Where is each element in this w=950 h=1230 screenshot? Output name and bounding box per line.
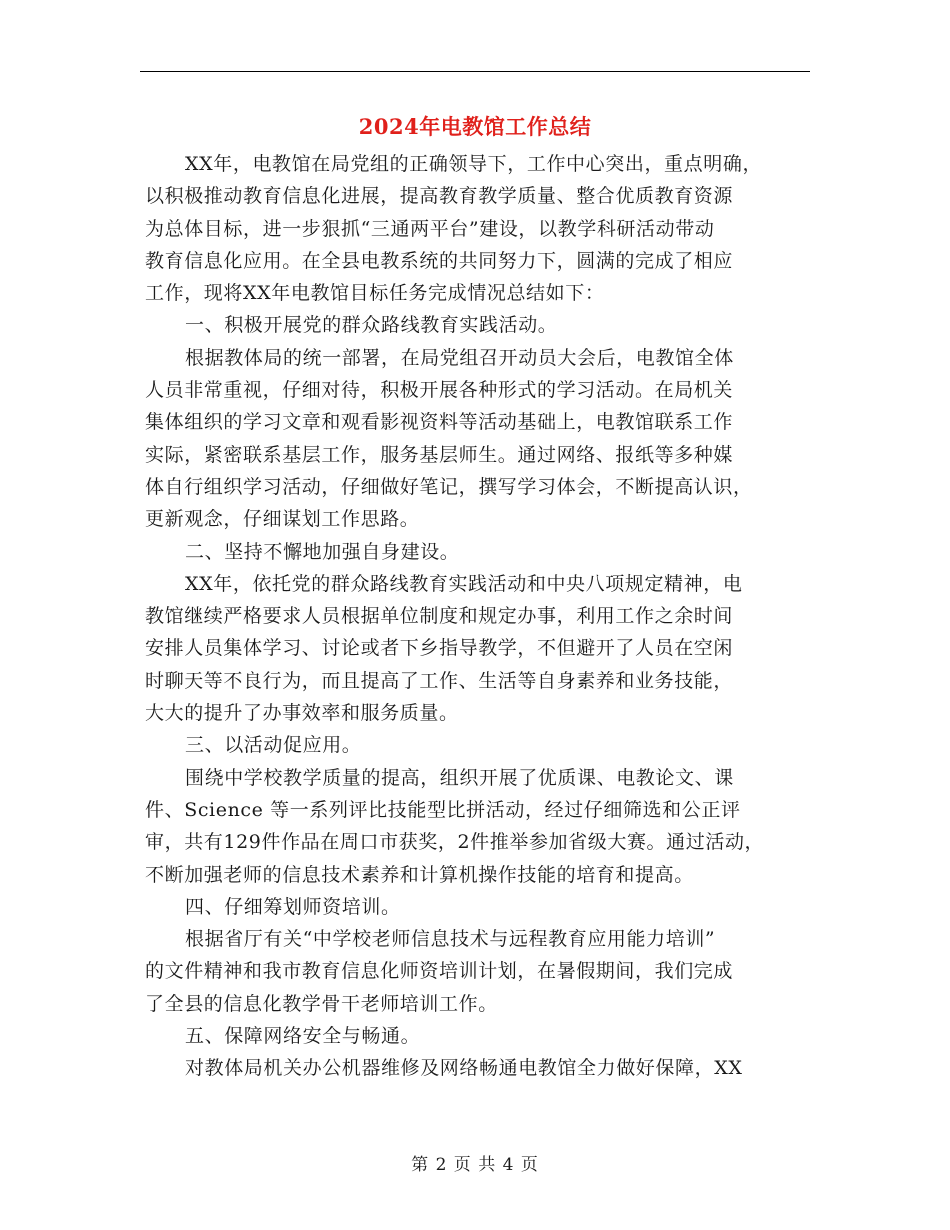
section-heading-1: 一、积极开展党的群众路线教育实践活动。	[185, 314, 558, 337]
body-line: 人员非常重视，仔细对待，积极开展各种形式的学习活动。在局机关	[145, 379, 734, 402]
body-line: 集体组织的学习文章和观看影视资料等活动基础上，电教馆联系工作	[145, 411, 734, 434]
body-line: 更新观念，仔细谋划工作思路。	[145, 508, 420, 531]
body-line: 根据省厅有关“中学校老师信息技术与远程教育应用能力培训”	[185, 928, 716, 951]
section-heading-3: 三、以活动促应用。	[185, 734, 362, 757]
body-line: 体自行组织学习活动，仔细做好笔记，撰写学习体会，不断提高认识，	[145, 475, 753, 498]
body-line: 工作，现将XX年电教馆目标任务完成情况总结如下：	[145, 282, 605, 305]
body-line: 审，共有129件作品在周口市获奖，2件推举参加省级大赛。通过活动，	[145, 831, 765, 854]
section-heading-5: 五、保障网络安全与畅通。	[185, 1025, 421, 1048]
page-number-footer: 第 2 页 共 4 页	[411, 1155, 539, 1175]
section-heading-4: 四、仔细筹划师资培训。	[185, 895, 401, 918]
body-line: XX年，电教馆在局党组的正确领导下，工作中心突出，重点明确，	[185, 153, 763, 175]
body-line: 围绕中学校教学质量的提高，组织开展了优质课、电教论文、课	[185, 766, 734, 789]
body-line: 教育信息化应用。在全县电教系统的共同努力下，圆满的完成了相应	[145, 249, 734, 272]
body-line: 实际，紧密联系基层工作，服务基层师生。通过网络、报纸等多种媒	[145, 443, 734, 466]
document-title: 2024年电教馆工作总结	[358, 114, 592, 139]
section-heading-2: 二、坚持不懈地加强自身建设。	[185, 540, 460, 563]
body-line: 件、Science 等一系列评比技能型比拼活动，经过仔细筛选和公正评	[145, 798, 741, 821]
document-body	[145, 148, 825, 1085]
body-line: 大大的提升了办事效率和服务质量。	[145, 702, 459, 725]
body-line: 时聊天等不良行为，而且提高了工作、生活等自身素养和业务技能，	[145, 669, 734, 692]
body-line: 安排人员集体学习、讨论或者下乡指导教学，不但避开了人员在空闲	[145, 637, 734, 660]
body-line: 不断加强老师的信息技术素养和计算机操作技能的培育和提高。	[145, 863, 694, 886]
body-line: 为总体目标，进一步狠抓“三通两平台”建设，以教学科研活动带动	[145, 217, 715, 240]
body-line: 以积极推动教育信息化进展，提高教育教学质量、整合优质教育资源	[145, 185, 734, 208]
body-line: 了全县的信息化教学骨干老师培训工作。	[145, 992, 498, 1015]
header-rule	[140, 71, 810, 72]
body-line: 教馆继续严格要求人员根据单位制度和规定办事，利用工作之余时间	[145, 605, 734, 628]
body-line: 对教体局机关办公机器维修及网络畅通电教馆全力做好保障，XX	[185, 1057, 743, 1080]
body-line: 的文件精神和我市教育信息化师资培训计划，在暑假期间，我们完成	[145, 960, 734, 983]
body-line: XX年，依托党的群众路线教育实践活动和中央八项规定精神，电	[185, 572, 743, 595]
body-line: 根据教体局的统一部署，在局党组召开动员大会后，电教馆全体	[185, 346, 734, 369]
